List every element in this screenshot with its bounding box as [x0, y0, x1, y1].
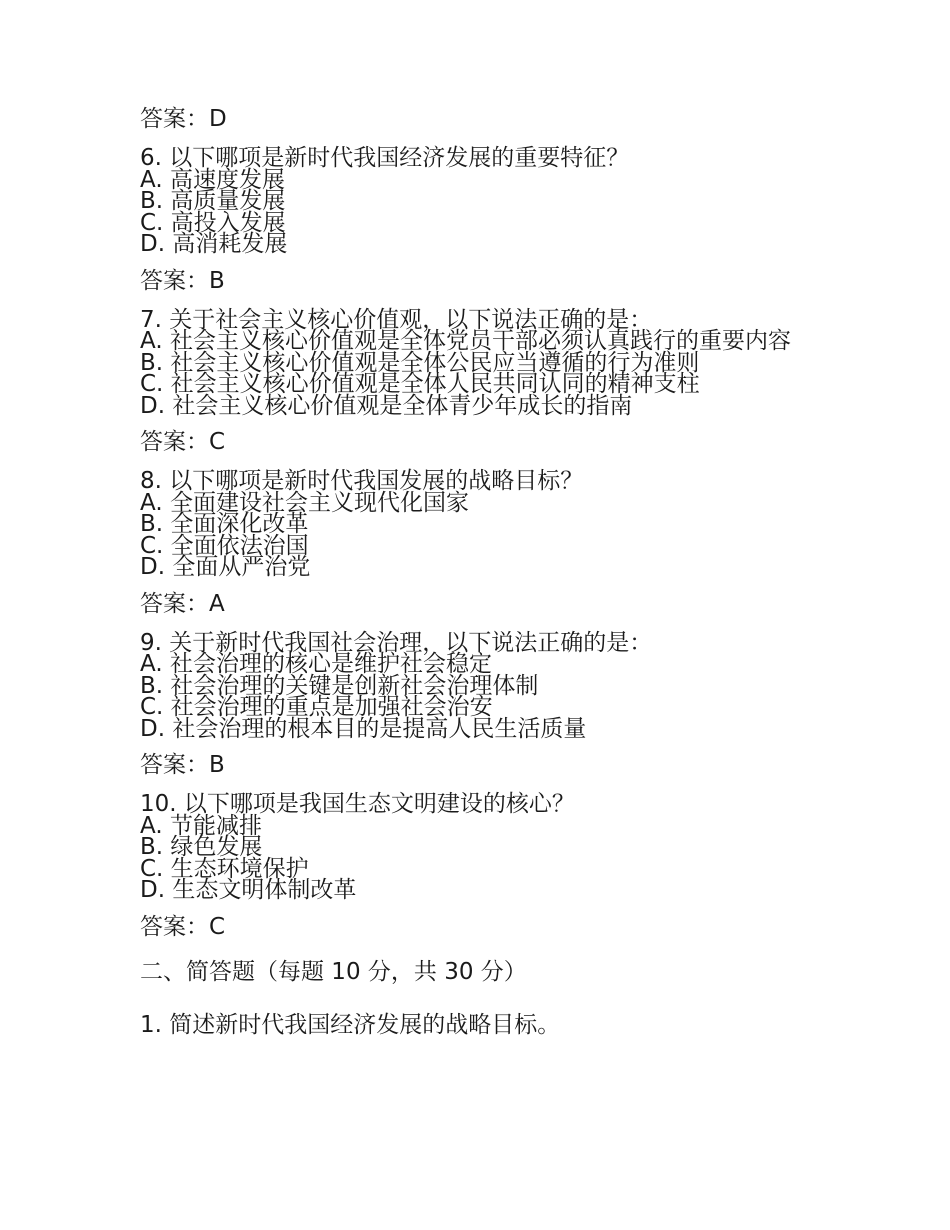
- option-b: B. 社会主义核心价值观是全体公民应当遵循的行为准则: [140, 349, 700, 376]
- answer-10: 答案：C: [140, 913, 226, 940]
- option-c: C. 全面依法治国: [140, 532, 309, 559]
- answer-7: 答案：C: [140, 429, 226, 455]
- option-d: D. 高消耗发展: [140, 231, 288, 257]
- section-title: 二、简答题（每题 10 分，共 30 分）: [140, 958, 527, 985]
- question-text: 8. 以下哪项是新时代我国发展的战略目标？: [140, 468, 584, 494]
- option-a: A. 社会主义核心价值观是全体党员干部必须认真践行的重要内容: [140, 328, 791, 354]
- answer-9: 答案：B: [140, 752, 225, 778]
- question-9: [140, 629, 820, 742]
- option-b: B. 全面深化改革: [140, 511, 309, 537]
- question-text: 6. 以下哪项是新时代我国经济发展的重要特征？: [140, 145, 630, 171]
- option-c: C. 社会治理的重点是加强社会治安: [140, 694, 493, 720]
- question-8: [140, 468, 820, 580]
- question-text: 10. 以下哪项是我国生态文明建设的核心？: [140, 791, 575, 817]
- option-d: D. 生态文明体制改革: [140, 877, 357, 903]
- short-question-1: 1. 简述新时代我国经济发展的战略目标。: [140, 1011, 561, 1038]
- question-text: 7. 关于社会主义核心价值观，以下说法正确的是：: [140, 306, 653, 333]
- answer-6: 答案：B: [140, 267, 225, 294]
- option-c: C. 社会主义核心价值观是全体人民共同认同的精神支柱: [140, 371, 700, 397]
- question-text: 9. 关于新时代我国社会治理，以下说法正确的是：: [140, 629, 653, 656]
- option-c: C. 高投入发展: [140, 209, 286, 236]
- option-b: B. 绿色发展: [140, 834, 263, 860]
- question-10: [140, 791, 820, 903]
- option-a: A. 全面建设社会主义现代化国家: [140, 489, 469, 516]
- question-7: [140, 306, 820, 419]
- option-b: B. 社会治理的关键是创新社会治理体制: [140, 672, 539, 699]
- answer-5: 答案：D: [140, 106, 227, 132]
- option-c: C. 生态环境保护: [140, 855, 309, 882]
- option-d: D. 社会治理的根本目的是提高人民生活质量: [140, 715, 587, 742]
- question-6: [140, 145, 820, 257]
- option-d: D. 全面从严治党: [140, 554, 311, 580]
- document-page: [140, 104, 820, 1063]
- option-d: D. 社会主义核心价值观是全体青少年成长的指南: [140, 392, 633, 419]
- option-a: A. 高速度发展: [140, 166, 285, 193]
- option-a: A. 社会治理的核心是维护社会稳定: [140, 651, 492, 677]
- answer-8: 答案：A: [140, 590, 225, 617]
- option-b: B. 高质量发展: [140, 188, 286, 214]
- option-a: A. 节能减排: [140, 812, 262, 839]
